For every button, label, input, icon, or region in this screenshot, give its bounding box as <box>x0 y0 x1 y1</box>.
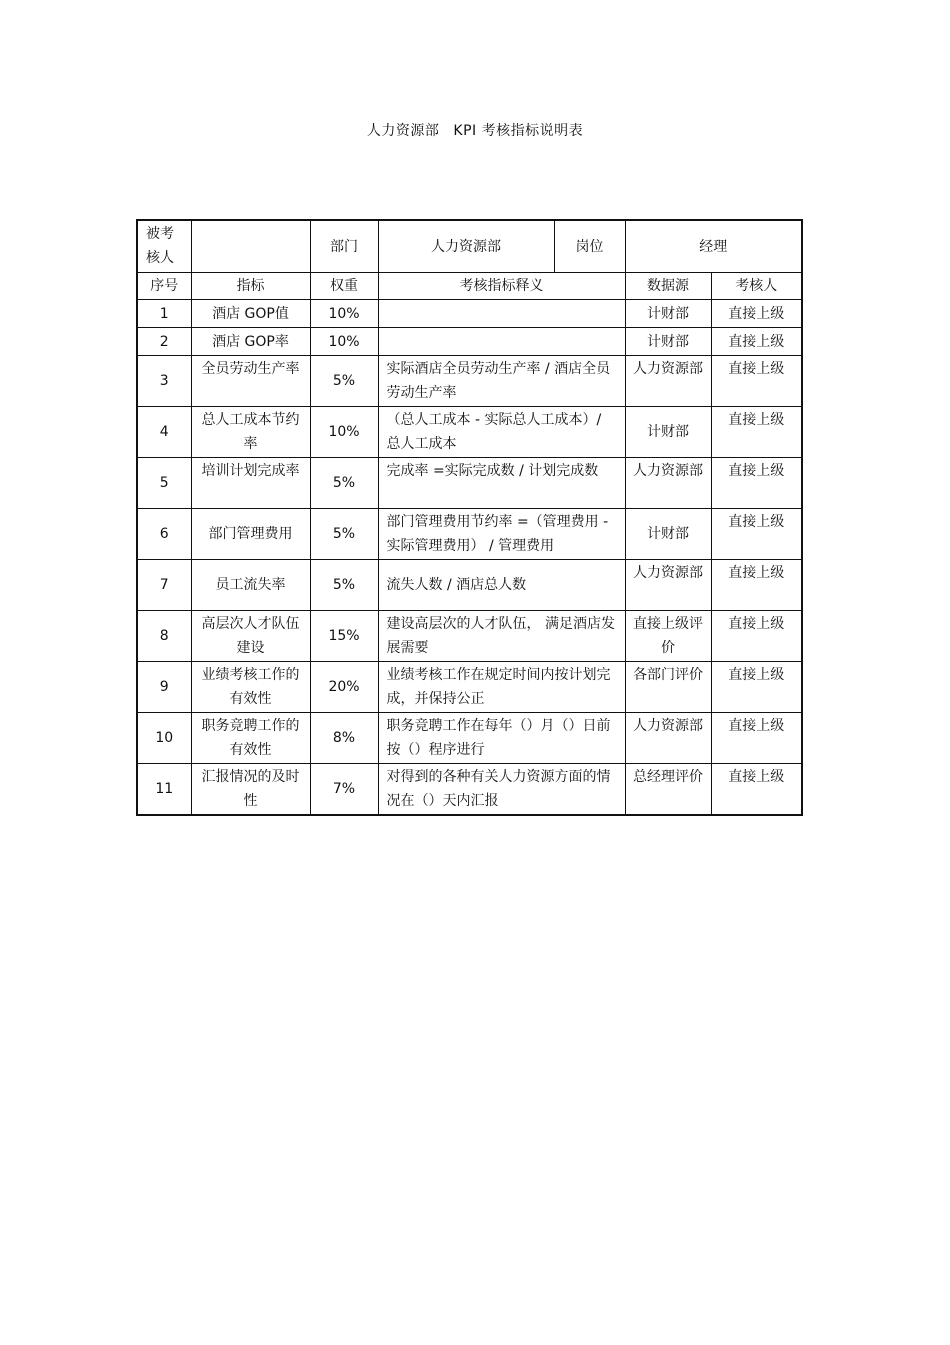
row-assessor: 直接上级 <box>711 328 802 356</box>
row-no: 1 <box>137 300 191 328</box>
row-indicator: 酒店 GOP率 <box>191 328 310 356</box>
row-definition <box>378 300 625 328</box>
row-no: 7 <box>137 560 191 611</box>
row-weight: 5% <box>310 458 378 509</box>
row-assessor: 直接上级 <box>711 300 802 328</box>
title-dept: 人力资源部 <box>366 123 440 139</box>
post-value: 经理 <box>625 220 802 273</box>
kpi-table <box>136 219 803 816</box>
col-header-weight: 权重 <box>310 273 378 300</box>
row-assessor: 直接上级 <box>711 407 802 458</box>
row-no: 8 <box>137 611 191 662</box>
dept-label: 部门 <box>310 220 378 273</box>
row-weight: 5% <box>310 560 378 611</box>
row-no: 5 <box>137 458 191 509</box>
row-weight: 10% <box>310 407 378 458</box>
row-definition: 部门管理费用节约率 =（管理费用 - 实际管理费用） / 管理费用 <box>378 509 625 560</box>
row-no: 6 <box>137 509 191 560</box>
row-source: 总经理评价 <box>625 764 711 816</box>
assessee-value <box>191 220 310 273</box>
row-source: 人力资源部 <box>625 560 711 611</box>
post-label: 岗位 <box>554 220 625 273</box>
row-weight: 10% <box>310 328 378 356</box>
row-indicator: 高层次人才队伍建设 <box>191 611 310 662</box>
table-row <box>137 356 802 407</box>
row-source: 计财部 <box>625 509 711 560</box>
row-assessor: 直接上级 <box>711 713 802 764</box>
col-header-indicator: 指标 <box>191 273 310 300</box>
row-weight: 7% <box>310 764 378 816</box>
row-indicator: 总人工成本节约率 <box>191 407 310 458</box>
row-definition: 实际酒店全员劳动生产率 / 酒店全员劳动生产率 <box>378 356 625 407</box>
row-weight: 10% <box>310 300 378 328</box>
col-header-no: 序号 <box>137 273 191 300</box>
row-weight: 20% <box>310 662 378 713</box>
row-assessor: 直接上级 <box>711 356 802 407</box>
row-definition: 建设高层次的人才队伍， 满足酒店发展需要 <box>378 611 625 662</box>
page-title <box>0 120 950 140</box>
row-no: 9 <box>137 662 191 713</box>
row-source: 直接上级评价 <box>625 611 711 662</box>
row-source: 计财部 <box>625 407 711 458</box>
col-header-definition: 考核指标释义 <box>378 273 625 300</box>
col-header-source: 数据源 <box>625 273 711 300</box>
row-assessor: 直接上级 <box>711 764 802 816</box>
table-row <box>137 458 802 509</box>
row-indicator: 员工流失率 <box>191 560 310 611</box>
row-source: 人力资源部 <box>625 713 711 764</box>
row-no: 2 <box>137 328 191 356</box>
row-indicator: 培训计划完成率 <box>191 458 310 509</box>
row-no: 3 <box>137 356 191 407</box>
table-row <box>137 328 802 356</box>
row-no: 10 <box>137 713 191 764</box>
table-row <box>137 662 802 713</box>
row-weight: 5% <box>310 509 378 560</box>
header-row-columns <box>137 273 802 300</box>
row-definition: 流失人数 / 酒店总人数 <box>378 560 625 611</box>
table-row <box>137 560 802 611</box>
row-indicator: 部门管理费用 <box>191 509 310 560</box>
table-row <box>137 713 802 764</box>
row-source: 人力资源部 <box>625 458 711 509</box>
row-definition: 对得到的各种有关人力资源方面的情况在（）天内汇报 <box>378 764 625 816</box>
row-assessor: 直接上级 <box>711 662 802 713</box>
table-row <box>137 509 802 560</box>
row-source: 人力资源部 <box>625 356 711 407</box>
row-indicator: 职务竞聘工作的有效性 <box>191 713 310 764</box>
row-source: 计财部 <box>625 328 711 356</box>
table-row <box>137 611 802 662</box>
title-main: KPI 考核指标说明表 <box>453 123 584 139</box>
row-weight: 5% <box>310 356 378 407</box>
row-assessor: 直接上级 <box>711 509 802 560</box>
row-assessor: 直接上级 <box>711 458 802 509</box>
header-row-info <box>137 220 802 273</box>
dept-value: 人力资源部 <box>378 220 554 273</box>
row-indicator: 业绩考核工作的有效性 <box>191 662 310 713</box>
row-indicator: 酒店 GOP值 <box>191 300 310 328</box>
row-indicator: 汇报情况的及时性 <box>191 764 310 816</box>
row-definition <box>378 328 625 356</box>
row-indicator: 全员劳动生产率 <box>191 356 310 407</box>
table-row <box>137 407 802 458</box>
col-header-assessor: 考核人 <box>711 273 802 300</box>
row-no: 11 <box>137 764 191 816</box>
row-definition: （总人工成本 - 实际总人工成本）/ 总人工成本 <box>378 407 625 458</box>
table-row <box>137 300 802 328</box>
row-source: 各部门评价 <box>625 662 711 713</box>
row-assessor: 直接上级 <box>711 560 802 611</box>
row-source: 计财部 <box>625 300 711 328</box>
row-weight: 8% <box>310 713 378 764</box>
row-definition: 职务竞聘工作在每年（）月（）日前按（）程序进行 <box>378 713 625 764</box>
row-assessor: 直接上级 <box>711 611 802 662</box>
row-definition: 完成率 =实际完成数 / 计划完成数 <box>378 458 625 509</box>
row-definition: 业绩考核工作在规定时间内按计划完成，并保持公正 <box>378 662 625 713</box>
row-weight: 15% <box>310 611 378 662</box>
row-no: 4 <box>137 407 191 458</box>
assessee-label: 被考核人 <box>137 220 191 273</box>
table-row <box>137 764 802 816</box>
